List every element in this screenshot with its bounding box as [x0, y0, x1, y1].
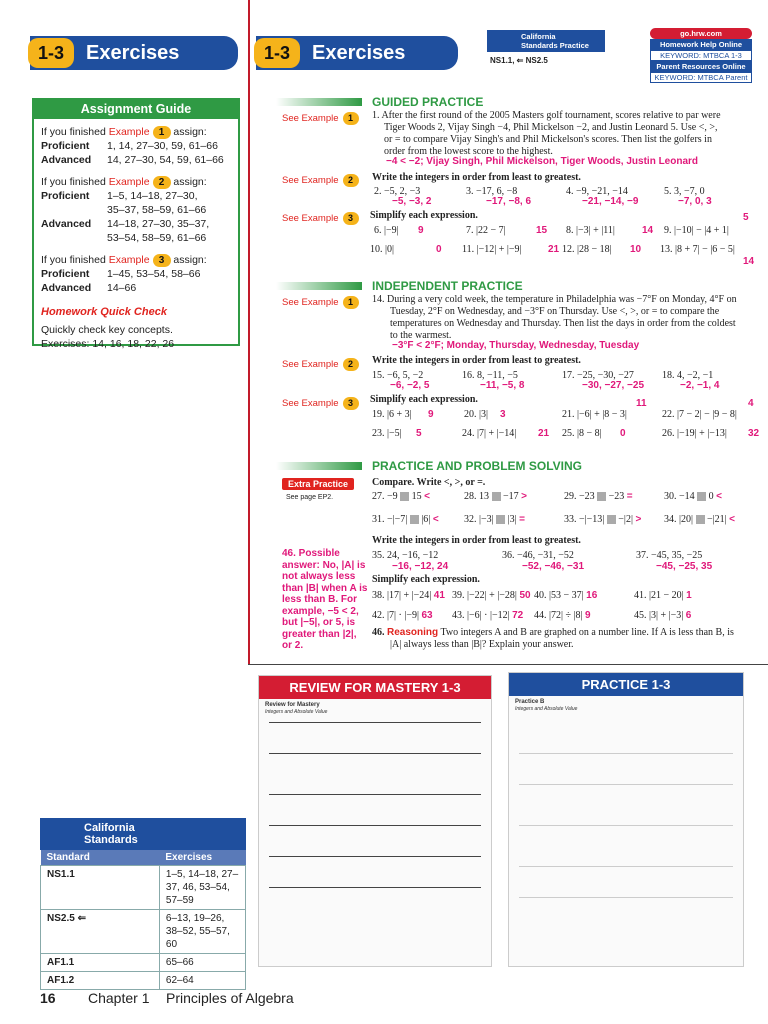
- answer-13: 14: [743, 256, 755, 267]
- answer-4: −21, −14, −9: [582, 196, 639, 207]
- see-example-1[interactable]: See Example 1: [282, 296, 359, 309]
- quick-check-text: Quickly check key concepts.: [41, 324, 173, 336]
- independent-practice-heading: INDEPENDENT PRACTICE: [276, 278, 523, 294]
- question-23: 23. |−5|: [372, 428, 402, 439]
- see-example-2[interactable]: See Example 2: [282, 358, 359, 371]
- section-separator: [248, 664, 768, 665]
- left-exercises-tab: [30, 36, 238, 70]
- assignment-line: Proficient 1–5, 14–18, 27–30,: [41, 190, 198, 202]
- chapter-label: Chapter 1: [88, 990, 150, 1006]
- homework-quick-check: Homework Quick Check: [41, 306, 167, 318]
- question-36: 36. −46, −31, −52: [502, 550, 574, 561]
- answer-21: 11: [636, 398, 647, 409]
- go-hrw-logo[interactable]: go.hrw.com: [650, 28, 752, 39]
- question-8: 8. |−3| + |11|: [566, 225, 615, 236]
- question-30: 30. −14 0 <: [664, 491, 722, 502]
- exercises-title: Exercises: [312, 41, 406, 64]
- answer-box[interactable]: [697, 492, 706, 501]
- answer-10: 0: [436, 244, 442, 255]
- go-hrw-box: [650, 28, 752, 83]
- question-6: 6. |−9|: [374, 225, 399, 236]
- question-9: 9. |−10| − |4 + 1|: [664, 225, 729, 236]
- question-5: 5. 3, −7, 0: [664, 186, 705, 197]
- right-exercises-tab: [256, 36, 458, 70]
- answer-36: −52, −46, −31: [522, 561, 585, 572]
- answer-16: −11, −5, 8: [480, 380, 525, 391]
- answer-6: 9: [418, 225, 424, 236]
- simplify-heading: Simplify each expression.: [372, 574, 480, 585]
- homework-help-link[interactable]: Homework Help Online: [650, 39, 752, 50]
- assignment-line: Advanced 14–66: [41, 282, 137, 294]
- answer-25: 0: [620, 428, 626, 439]
- question-35: 35. 24, −16, −12: [372, 550, 439, 561]
- question-45: 45. |3| + |−3| 6: [634, 610, 692, 621]
- see-example-3[interactable]: See Example 3: [282, 212, 359, 225]
- question-16: 16. 8, −11, −5: [462, 370, 518, 381]
- answer-26: 32: [748, 428, 760, 439]
- question-41: 41. |21 − 20| 1: [634, 590, 692, 601]
- page-divider: [248, 0, 250, 664]
- answer-5: −7, 0, 3: [678, 196, 712, 207]
- column-header: Standard: [41, 850, 160, 866]
- question-40: 40. |53 − 37| 16: [534, 590, 598, 601]
- answer-11: 21: [548, 244, 560, 255]
- question-4: 4. −9, −21, −14: [566, 186, 628, 197]
- question-34: 34. |20| −|21| <: [664, 514, 736, 525]
- question-12: 12. |28 − 18|: [562, 244, 612, 255]
- california-standards-practice: California Standards Practice: [487, 30, 605, 52]
- practice-subtitle: Practice B: [515, 699, 545, 705]
- question-20: 20. |3|: [464, 409, 489, 420]
- answer-9: 5: [743, 212, 749, 223]
- answer-37: −45, −25, 35: [656, 561, 713, 572]
- see-example-2[interactable]: See Example 2: [282, 174, 359, 187]
- answer-46: 46. Possible answer: No, |A| is not always less than |B| when A is less than B. For example, −5 < 2, but |−5|, or 5, is greater than |2|, or 2.: [282, 548, 368, 651]
- question-13: 13. |8 + 7| − |6 − 5|: [660, 244, 735, 255]
- practice-title: PRACTICE 1-3: [509, 673, 743, 696]
- assignment-line: Proficient 1–45, 53–54, 58–66: [41, 268, 201, 280]
- standards-codes: NS1.1, ⇐ NS2.5: [490, 56, 548, 65]
- question-24: 24. |7| + |−14|: [462, 428, 517, 439]
- answer-24: 21: [538, 428, 550, 439]
- assignment-group-header: If you finished Example 2 assign:: [41, 176, 207, 188]
- see-example-3[interactable]: See Example 3: [282, 397, 359, 410]
- question-28: 28. 13 −17 >: [464, 491, 527, 502]
- question-15: 15. −6, 5, −2: [372, 370, 424, 381]
- standards-heading: California Standards: [40, 818, 246, 850]
- answer-3: −17, −8, 6: [486, 196, 532, 207]
- answer-box[interactable]: [696, 515, 705, 524]
- answer-8: 14: [642, 225, 654, 236]
- keyword-2: KEYWORD: MTBCA Parent: [650, 72, 752, 83]
- answer-17: −30, −27, −25: [582, 380, 645, 391]
- quick-check-text: Exercises: 14, 16, 18, 22, 26: [41, 338, 175, 350]
- question-21: 21. |−6| + |8 − 3|: [562, 409, 627, 420]
- assignment-line: 53–54, 58–59, 61–66: [107, 232, 207, 244]
- question-19: 19. |6 + 3|: [372, 409, 412, 420]
- practice-worksheet: [508, 672, 744, 967]
- question-44: 44. |72| ÷ |8| 9: [534, 610, 591, 621]
- chapter-title: Principles of Algebra: [166, 990, 294, 1006]
- answer-18: −2, −1, 4: [680, 380, 720, 391]
- question-3: 3. −17, 6, −8: [466, 186, 518, 197]
- simplify-heading: Simplify each expression.: [370, 394, 478, 405]
- page-number: 16: [40, 990, 56, 1006]
- exercises-title: Exercises: [86, 41, 180, 64]
- question-32: 32. |−3| |3| =: [464, 514, 526, 525]
- extra-practice-badge[interactable]: Extra Practice: [282, 478, 354, 490]
- table-row: NS2.5 ⇐ 6–13, 19–26, 38–52, 55–57, 60: [41, 910, 246, 954]
- answer-15: −6, −2, 5: [390, 380, 430, 391]
- problem-solving-heading: PRACTICE AND PROBLEM SOLVING: [276, 458, 582, 474]
- compare-heading: Compare. Write <, >, or =.: [372, 477, 486, 488]
- answer-box[interactable]: [597, 492, 606, 501]
- assignment-line: Advanced 14, 27–30, 54, 59, 61–66: [41, 154, 224, 166]
- answer-19: 9: [428, 409, 434, 420]
- answer-2: −5, −3, 2: [392, 196, 432, 207]
- question-37: 37. −45, 35, −25: [636, 550, 703, 561]
- assignment-line: Proficient 1, 14, 27–30, 59, 61–66: [41, 140, 218, 152]
- assignment-guide-heading: Assignment Guide: [34, 100, 238, 119]
- table-row: NS1.1 1–5, 14–18, 27–37, 46, 53–54, 57–59: [41, 866, 246, 910]
- answer-22: 4: [748, 398, 754, 409]
- answer-box[interactable]: [410, 515, 419, 524]
- answer-box[interactable]: [400, 492, 409, 501]
- simplify-heading: Simplify each expression.: [370, 210, 478, 221]
- question-31: 31. −|−7| |6| <: [372, 514, 439, 525]
- table-row: AF1.1 65–66: [41, 954, 246, 972]
- question-10: 10. |0|: [370, 244, 395, 255]
- order-heading: Write the integers in order from least to greatest.: [372, 172, 581, 183]
- parent-resources-link[interactable]: Parent Resources Online: [650, 61, 752, 72]
- answer-23: 5: [416, 428, 422, 439]
- see-example-1[interactable]: See Example 1: [282, 112, 359, 125]
- review-lesson: Integers and Absolute Value: [265, 709, 328, 715]
- answer-7: 15: [536, 225, 548, 236]
- question-27: 27. −9 15 <: [372, 491, 430, 502]
- lesson-number: 1-3: [28, 38, 74, 68]
- lesson-number: 1-3: [254, 38, 300, 68]
- question-11: 11. |−12| + |−9|: [462, 244, 522, 255]
- answer-35: −16, −12, 24: [392, 561, 449, 572]
- answer-20: 3: [500, 409, 506, 420]
- order-heading: Write the integers in order from least to greatest.: [372, 355, 581, 366]
- california-standards-table: [40, 818, 246, 990]
- assignment-line: 35–37, 58–59, 61–66: [107, 204, 207, 216]
- answer-14: −3°F < 2°F; Monday, Thursday, Wednesday, Tuesday: [392, 340, 640, 351]
- question-39: 39. |−22| + |−28| 50: [452, 590, 531, 601]
- review-subtitle: Review for Mastery: [265, 702, 320, 708]
- see-page: See page EP2.: [286, 494, 334, 501]
- answer-box[interactable]: [496, 515, 505, 524]
- review-for-mastery: [258, 675, 492, 967]
- question-43: 43. |−6| · |−12| 72: [452, 610, 524, 621]
- answer-box[interactable]: [607, 515, 616, 524]
- question-25: 25. |8 − 8|: [562, 428, 602, 439]
- column-header: Exercises: [159, 850, 245, 866]
- question-2: 2. −5, 2, −3: [374, 186, 421, 197]
- question-29: 29. −23 −23 =: [564, 491, 633, 502]
- question-38: 38. |17| + |−24| 41: [372, 590, 445, 601]
- question-14: 14. During a very cold week, the temperature in Philadelphia was −7°F on Monday, 4°F on Tuesday, 2°F on Wednesday, and −3°F on Thursday. Use <, >, or = to compare the temperatures on Wednesday and Thursday. Then list the days in order from the coldest to the warmest.: [372, 294, 737, 341]
- review-title: REVIEW FOR MASTERY 1-3: [259, 676, 491, 699]
- table-row: AF1.2 62–64: [41, 972, 246, 990]
- assignment-guide: [32, 98, 240, 350]
- assignment-group-header: If you finished Example 1 assign:: [41, 126, 207, 138]
- question-33: 33. −|−13| −|2| >: [564, 514, 642, 525]
- question-18: 18. 4, −2, −1: [662, 370, 714, 381]
- question-46: 46. Reasoning Two integers A and B are graphed on a number line. If A is less than B, is |A| always less than |B|? Explain your answer.: [372, 627, 734, 650]
- guided-practice-heading: GUIDED PRACTICE: [276, 94, 483, 110]
- question-17: 17. −25, −30, −27: [562, 370, 634, 381]
- answer-12: 10: [630, 244, 642, 255]
- keyword-1: KEYWORD: MTBCA 1-3: [650, 50, 752, 61]
- assignment-group-header: If you finished Example 3 assign:: [41, 254, 207, 266]
- question-7: 7. |22 − 7|: [466, 225, 506, 236]
- question-22: 22. |7 − 2| − |9 − 8|: [662, 409, 737, 420]
- assignment-line: Advanced 14–18, 27–30, 35–37,: [41, 218, 210, 230]
- answer-box[interactable]: [492, 492, 501, 501]
- answer-1: −4 < −2; Vijay Singh, Phil Mickelson, Tiger Woods, Justin Leonard: [386, 156, 699, 167]
- question-42: 42. |7| · |−9| 63: [372, 610, 433, 621]
- question-1: 1. After the first round of the 2005 Masters golf tournament, scores relative to par were Tiger Woods 2, Vijay Singh −4, Phil Mickelson −2, and Justin Leonard 5. Use <, >, or = to compare Vijay Singh's and Phil Mickelson's scores. Then list the golfers in order from the lowest score to the highest.: [372, 110, 721, 157]
- question-26: 26. |−19| + |−13|: [662, 428, 727, 439]
- order-heading: Write the integers in order from least to greatest.: [372, 535, 581, 546]
- practice-lesson: Integers and Absolute Value: [515, 706, 578, 712]
